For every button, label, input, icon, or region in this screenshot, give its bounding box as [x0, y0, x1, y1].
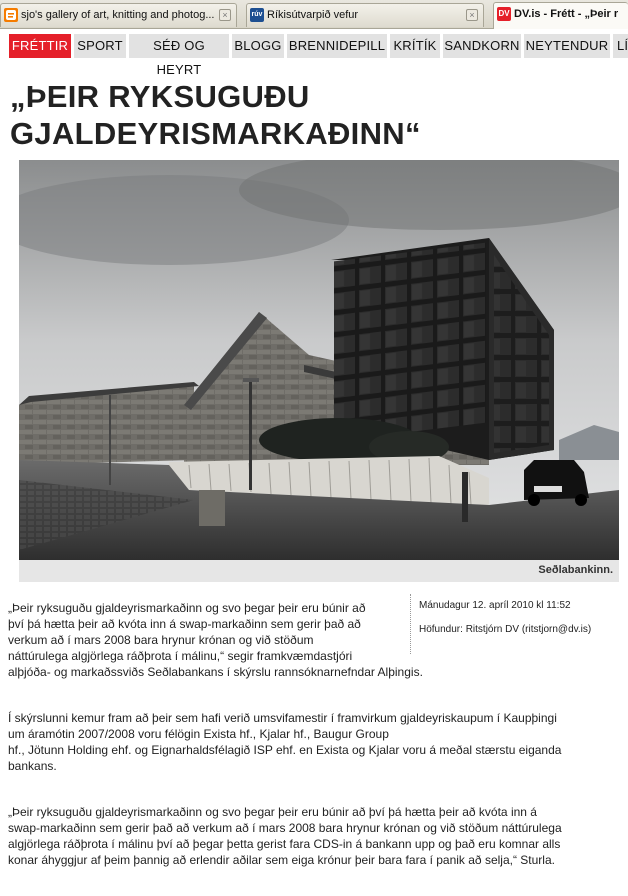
- article-paragraph-1: [8, 600, 468, 680]
- nav-item-sed-og-heyrt[interactable]: SÉÐ OG HEYRT: [129, 34, 229, 58]
- nav-item-sandkorn[interactable]: SANDKORN: [443, 34, 521, 58]
- nav-item-frettir[interactable]: FRÉTTIR: [9, 34, 71, 58]
- site-nav: [0, 31, 628, 77]
- tab-label: DV.is - Frétt - „Þeir r: [514, 8, 619, 20]
- tab-close-icon[interactable]: ×: [466, 9, 478, 21]
- nav-item-neytendur[interactable]: NEYTENDUR: [524, 34, 610, 58]
- nav-item-kritik[interactable]: KRÍTÍK: [390, 34, 440, 58]
- nav-item-brennidepill[interactable]: BRENNIDEPILL: [287, 34, 387, 58]
- article-author: Höfundur: Ritstjórn DV (ritstjorn@dv.is): [419, 624, 592, 635]
- paragraph-line: hf., Jötunn Holding ehf. og Eignarhaldsfélagið ISP ehf. en Exista og Kjalar voru á meðal stærstu eiganda: [8, 743, 562, 757]
- article-date: Mánudagur 12. apríl 2010 kl 11:52: [419, 600, 571, 611]
- paragraph-line: alþjóða- og markaðssviðs Seðlabankans í skýrslu rannsóknarnefndar Alþingis.: [8, 665, 423, 679]
- photo-caption-bar: [19, 560, 619, 582]
- article-paragraph-2: [8, 710, 623, 774]
- paragraph-line: bankans.: [8, 759, 57, 773]
- browser-tab-1[interactable]: [0, 3, 237, 27]
- paragraph-line: algjörlega ráðþrota í málinu því að þegar þetta gerist fara CDS-in á bankann upp og það eru komnar alls: [8, 837, 561, 851]
- paragraph-line: Í skýrslunni kemur fram að þeir sem hafi verið umsvifamestir í framvirkum gjaldeyriskaupum í Kaupþingi: [8, 711, 557, 725]
- paragraph-line: því þá hætta þeir að kvóta inn á swap-markaðinn sem gerir það að: [8, 617, 361, 631]
- tab-close-icon[interactable]: ×: [219, 9, 231, 21]
- browser-tab-2[interactable]: [246, 3, 484, 27]
- nav-item-blogg[interactable]: BLOGG: [232, 34, 284, 58]
- nav-item-li[interactable]: LÍ: [613, 34, 628, 58]
- paragraph-line: náttúrulega algjörlega ráðþrota í málinu,“ segir framkvæmdastjóri: [8, 649, 353, 663]
- central-bank-building-image: [19, 160, 619, 560]
- paragraph-line: swap-markaðinn sem gerir það að verkum að í mars 2008 bara hrynur krónan og við stöðum náttúrulega: [8, 821, 562, 835]
- article-headline: [10, 78, 620, 152]
- paragraph-line: konar áhyggjur af þeim þannig að erlendir aðilar sem eiga krónur þeir bara fara í panik að selja,“ Sturla.: [8, 853, 555, 867]
- paragraph-line: um áramótin 2007/2008 voru félögin Exista hf., Kjalar hf., Baugur Group: [8, 727, 389, 741]
- photo-caption: Seðlabankinn.: [538, 564, 613, 576]
- nav-item-sport[interactable]: SPORT: [74, 34, 126, 58]
- article-paragraph-3: [8, 804, 623, 868]
- headline-line-2: GJALDEYRISMARKAÐINN“: [10, 116, 421, 151]
- dv-icon: DV: [497, 7, 511, 21]
- paragraph-line: verkum að í mars 2008 bara hrynur krónan og við stöðum: [8, 633, 314, 647]
- tab-label: sjo's gallery of art, knitting and photog...: [21, 9, 215, 21]
- browser-tab-3[interactable]: [493, 2, 628, 29]
- article-photo: [19, 160, 619, 560]
- browser-tab-strip: [0, 0, 628, 29]
- paragraph-line: „Þeir ryksuguðu gjaldeyrismarkaðinn og svo þegar þeir eru búnir að því þá hætta þeir að kvóta inn á: [8, 805, 537, 819]
- tab-label: Ríkisútvarpið vefur: [267, 9, 359, 21]
- ruv-icon: rúv: [250, 8, 264, 22]
- headline-line-1: „ÞEIR RYKSUGUÐU: [10, 79, 310, 114]
- paragraph-line: „Þeir ryksuguðu gjaldeyrismarkaðinn og svo þegar þeir eru búnir að: [8, 601, 366, 615]
- blogger-icon: [4, 8, 18, 22]
